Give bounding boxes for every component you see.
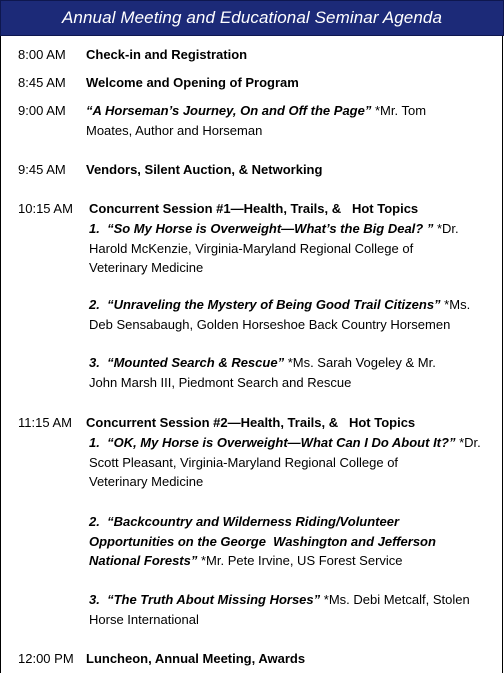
session-speaker: *Dr. [433,221,459,236]
session-item [89,295,496,334]
agenda-item [18,101,496,141]
session-num: 3. [89,355,100,370]
item-time: 8:00 AM [18,47,66,62]
session-speaker: *Dr. [455,435,481,450]
session-speaker: *Ms. Debi Metcalf, Stolen [320,592,470,607]
session-item [89,590,496,629]
session-title-line: Opportunities on the George Washington and Jefferson [89,533,436,549]
session-title: “Backcountry and Wilderness Riding/Volunteer [107,514,400,529]
session-speaker-line: Veterinary Medicine [89,474,204,489]
item-speaker: *Mr. Tom [371,103,427,118]
session-num: 1. [89,435,100,450]
session-num: 2. [89,514,100,529]
agenda-title: Annual Meeting and Educational Seminar Agenda [61,8,443,27]
session-item [89,512,496,571]
session-num: 1. [89,221,100,236]
item-content [86,101,496,121]
item-time: 10:15 AM [18,201,73,216]
item-time: 12:00 PM [18,651,74,666]
session-speaker: *Mr. Pete Irvine, US Forest Service [197,553,403,568]
session-title: “So My Horse is Overweight—What’s the Big Deal? ” [107,221,434,236]
session-num: 3. [89,592,100,607]
session-speaker-line: Deb Sensabaugh, Golden Horseshoe Back Country Horsemen [89,316,451,332]
item-title: Vendors, Silent Auction, & Networking [86,162,323,177]
session-item [89,433,496,492]
session-speaker-line: John Marsh III, Piedmont Search and Rescue [89,374,352,390]
item-time: 11:15 AM [18,415,72,430]
agenda-header [0,0,504,36]
session-speaker-line: Horse International [89,611,199,627]
item-time: 9:45 AM [18,162,66,177]
item-speaker-line: Moates, Author and Horseman [86,122,263,138]
item-time: 8:45 AM [18,75,66,90]
item-title: “A Horseman’s Journey, On and Off the Page” [86,103,372,118]
session-title: “OK, My Horse is Overweight—What Can I Do About It?” [107,435,456,450]
session-item [89,353,496,392]
item-title: Welcome and Opening of Program [86,75,299,90]
item-title: Check-in and Registration [86,47,248,62]
session-title-line: National Forests” [89,553,198,568]
item-time: 9:00 AM [18,103,66,118]
session-speaker-line: Scott Pleasant, Virginia-Maryland Regional College of [89,454,399,470]
session-title: “The Truth About Missing Horses” [107,592,321,607]
session-title: “Unraveling the Mystery of Being Good Trail Citizens” [107,297,441,312]
item-title: Concurrent Session #2—Health, Trails, & Hot Topics [86,415,416,430]
session-speaker: *Ms. [440,297,471,312]
item-title: Luncheon, Annual Meeting, Awards [86,651,306,666]
session-num: 2. [89,297,100,312]
agenda-body [0,36,503,673]
session-speaker-line: Harold McKenzie, Virginia-Maryland Regional College of [89,240,414,256]
session-title: “Mounted Search & Rescue” [107,355,285,370]
session-speaker-line: Veterinary Medicine [89,260,204,275]
item-title: Concurrent Session #1—Health, Trails, & Hot Topics [89,201,419,216]
session-speaker: *Ms. Sarah Vogeley & Mr. [284,355,436,370]
session-item [89,219,496,278]
